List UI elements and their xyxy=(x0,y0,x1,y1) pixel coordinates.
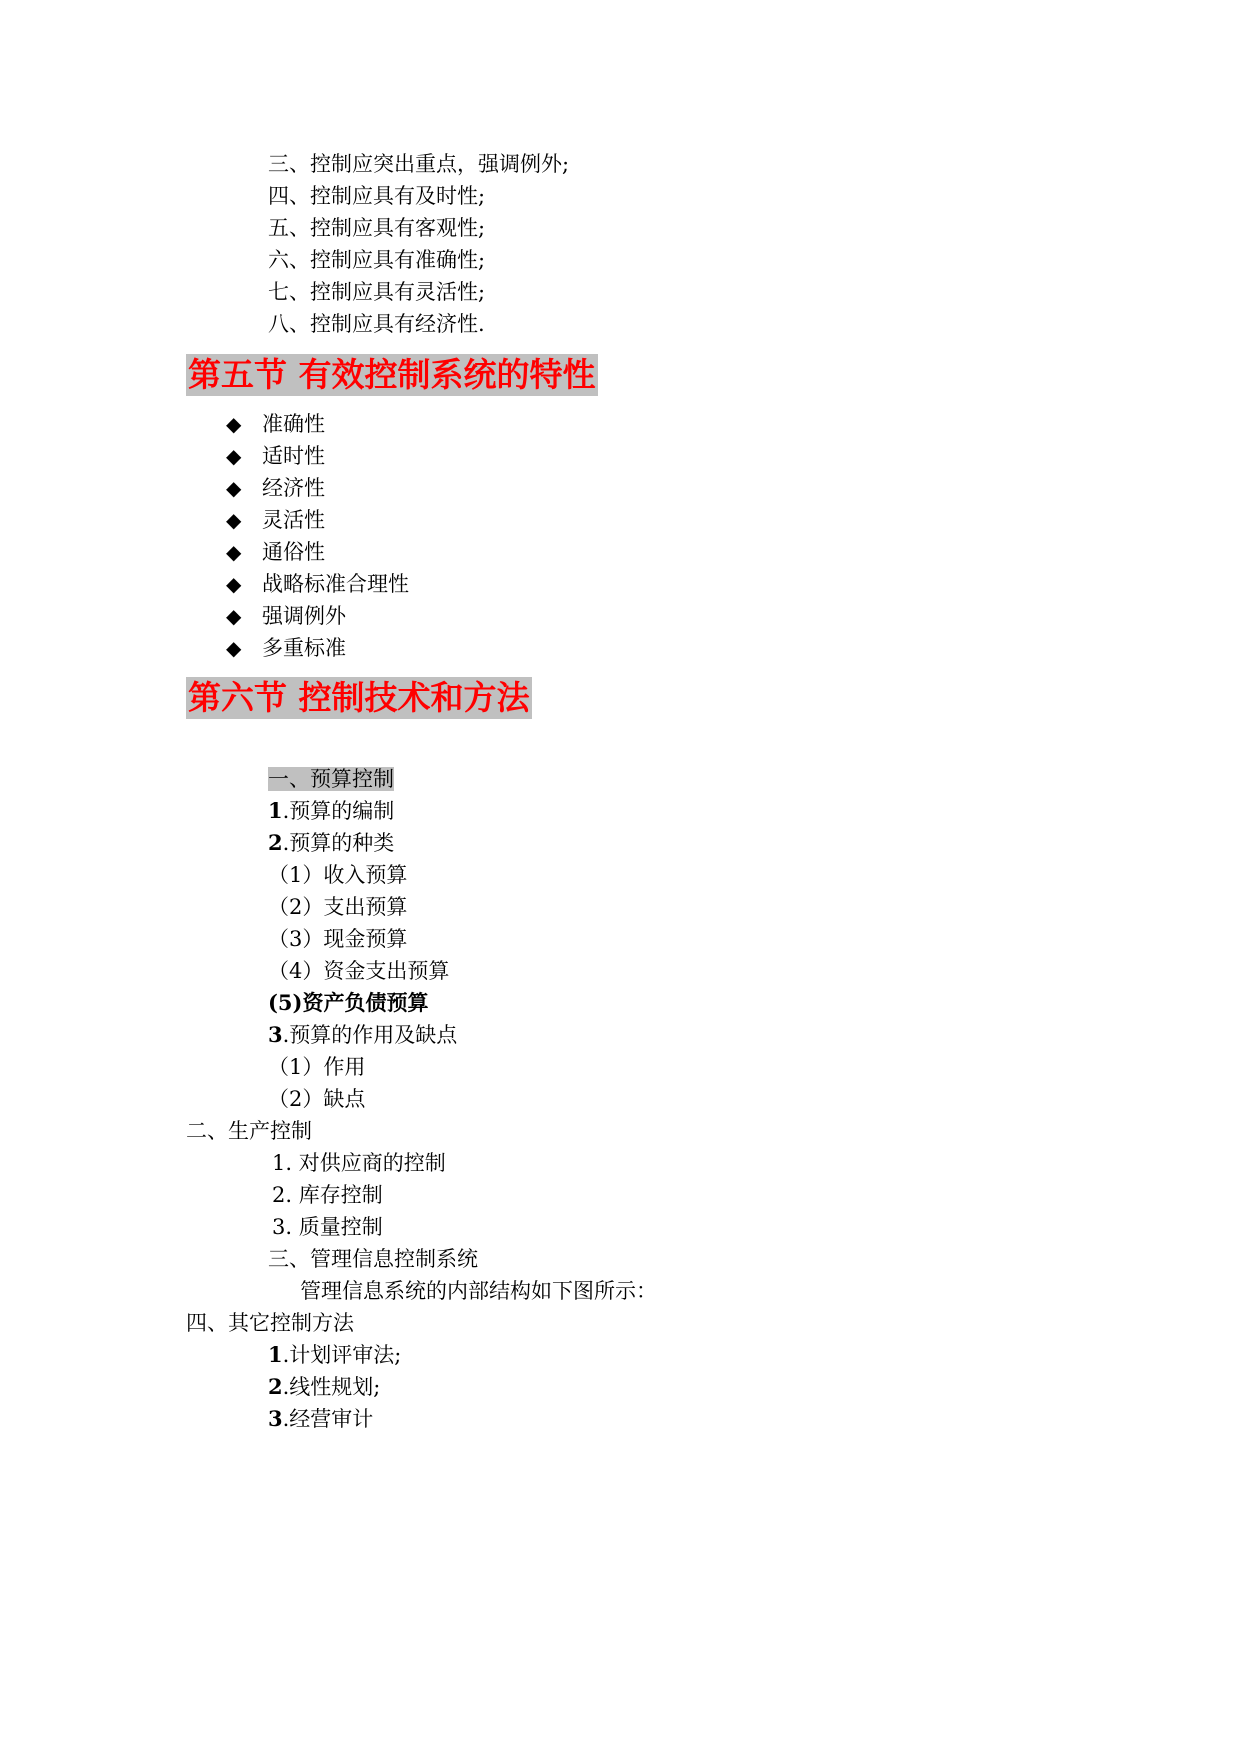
mis-heading: 三、管理信息控制系统 xyxy=(268,1247,478,1271)
diamond-bullet-icon: ◆ xyxy=(226,444,242,468)
other-item: 2.线性规划; xyxy=(268,1374,381,1399)
budget-type: (5)资产负债预算 xyxy=(268,990,429,1015)
budget-item: 2.预算的种类 xyxy=(268,830,395,855)
principle-item: 七、控制应具有灵活性; xyxy=(268,280,486,304)
diamond-bullet-icon: ◆ xyxy=(226,476,242,500)
diamond-bullet-icon: ◆ xyxy=(226,412,242,436)
principle-item: 三、控制应突出重点，强调例外; xyxy=(268,152,570,176)
list-item: 灵活性 xyxy=(262,508,325,532)
section-6-title: 第六节 控制技术和方法 xyxy=(188,678,530,717)
budget-effect: （2）缺点 xyxy=(268,1087,366,1111)
budget-heading xyxy=(268,764,394,794)
diamond-bullet-icon: ◆ xyxy=(226,508,242,532)
list-item: 多重标准 xyxy=(262,636,346,660)
production-heading: 二、生产控制 xyxy=(186,1119,312,1143)
list-item: 准确性 xyxy=(262,412,325,436)
budget-type: （3）现金预算 xyxy=(268,927,408,951)
diamond-bullet-icon: ◆ xyxy=(226,636,242,660)
budget-item: 1.预算的编制 xyxy=(268,798,395,823)
section-5-title: 第五节 有效控制系统的特性 xyxy=(188,355,596,394)
other-item: 1.计划评审法; xyxy=(268,1342,402,1367)
list-item: 适时性 xyxy=(262,444,325,468)
diamond-bullet-icon: ◆ xyxy=(226,604,242,628)
diamond-bullet-icon: ◆ xyxy=(226,572,242,596)
list-item: 战略标准合理性 xyxy=(262,572,409,596)
mis-text: 管理信息系统的内部结构如下图所示： xyxy=(300,1279,657,1303)
list-item: 通俗性 xyxy=(262,540,325,564)
diamond-bullet-icon: ◆ xyxy=(226,540,242,564)
principle-item: 四、控制应具有及时性; xyxy=(268,184,486,208)
other-heading: 四、其它控制方法 xyxy=(186,1311,354,1335)
highlighted-text: 一、预算控制 xyxy=(268,767,394,791)
budget-item: 3.预算的作用及缺点 xyxy=(268,1022,458,1047)
production-item: 2. 库存控制 xyxy=(272,1183,383,1207)
budget-effect: （1）作用 xyxy=(268,1055,366,1079)
principle-item: 五、控制应具有客观性; xyxy=(268,216,486,240)
other-item: 3.经营审计 xyxy=(268,1406,374,1431)
budget-type: （4）资金支出预算 xyxy=(268,959,450,983)
production-item: 3. 质量控制 xyxy=(272,1215,383,1239)
budget-type: （2）支出预算 xyxy=(268,895,408,919)
principle-item: 八、控制应具有经济性. xyxy=(268,312,485,336)
list-item: 经济性 xyxy=(262,476,325,500)
list-item: 强调例外 xyxy=(262,604,346,628)
budget-type: （1）收入预算 xyxy=(268,863,408,887)
production-item: 1. 对供应商的控制 xyxy=(272,1151,446,1175)
principle-item: 六、控制应具有准确性; xyxy=(268,248,486,272)
